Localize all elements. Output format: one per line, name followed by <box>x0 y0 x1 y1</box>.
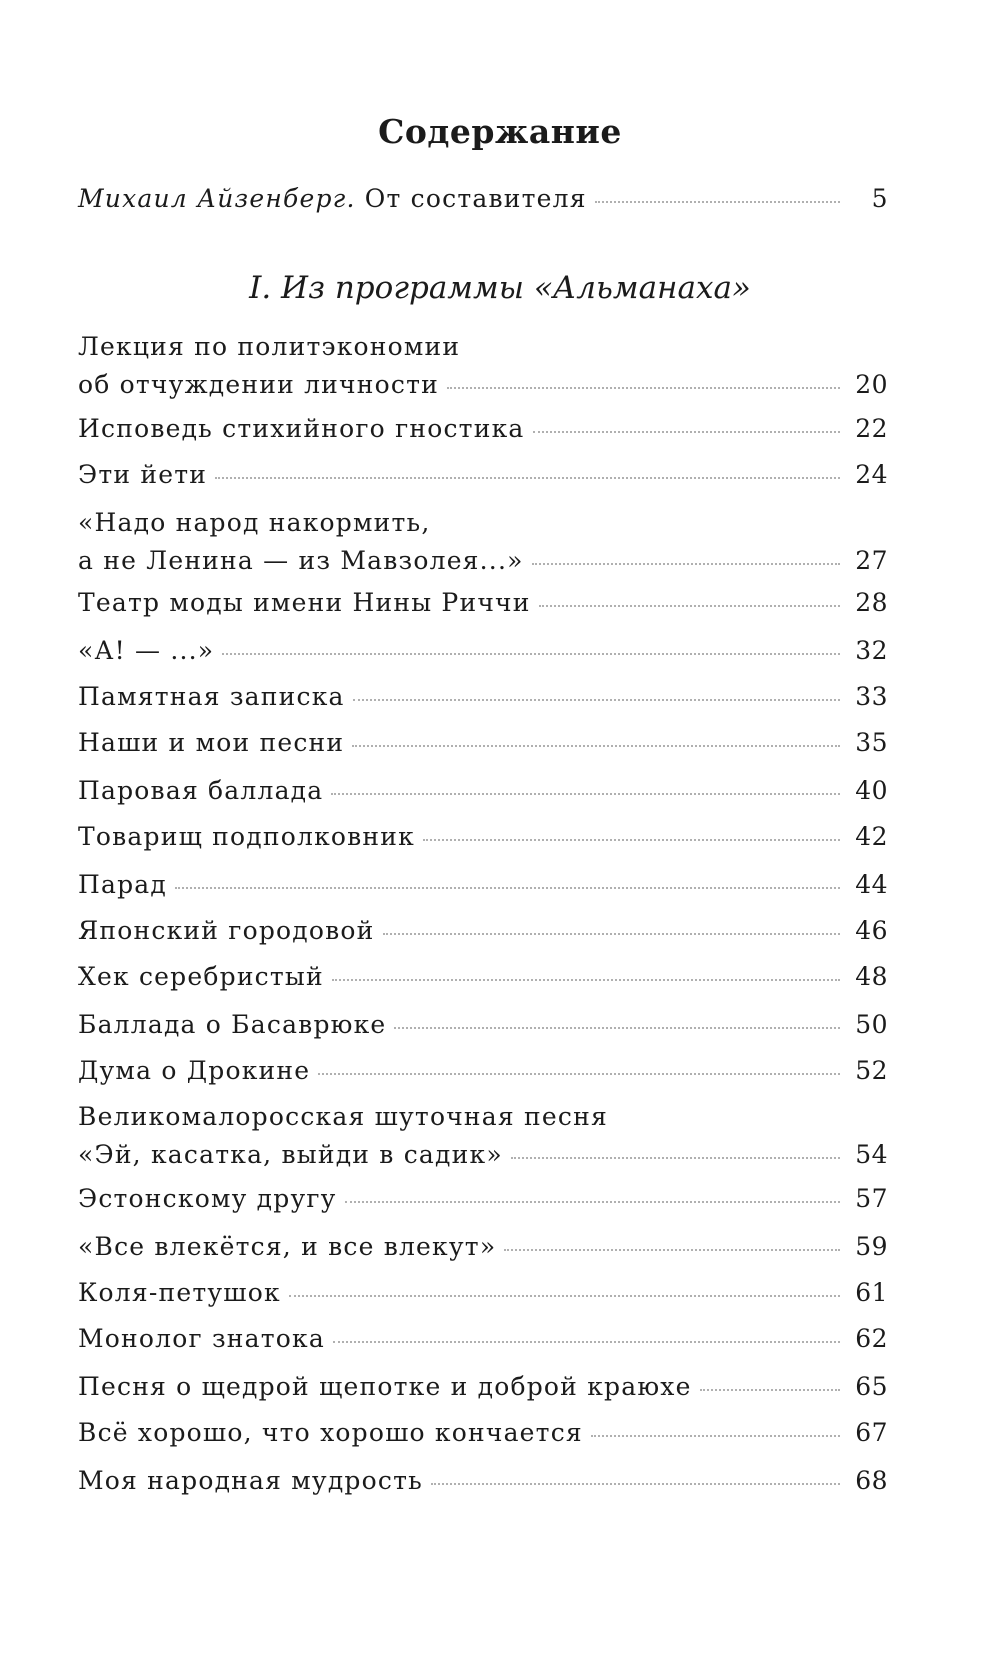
dot-leader <box>511 1156 840 1159</box>
page-number: 65 <box>855 1372 888 1401</box>
toc-entry[interactable] <box>78 866 888 904</box>
entry-title-line: Моя народная мудрость <box>78 1466 423 1495</box>
dot-leader <box>215 476 840 479</box>
intro-title: От составителя <box>364 184 587 213</box>
toc-entry[interactable] <box>78 1228 888 1266</box>
page-number: 67 <box>855 1418 888 1447</box>
dot-leader <box>333 1340 840 1343</box>
dot-leader <box>222 652 840 655</box>
toc-entry[interactable] <box>78 504 888 580</box>
page-number: 54 <box>855 1140 888 1169</box>
page-number: 57 <box>855 1184 888 1213</box>
page-number: 68 <box>855 1466 888 1495</box>
page-number: 28 <box>855 588 888 617</box>
toc-entry[interactable] <box>78 958 888 996</box>
entry-title-line: а не Ленина — из Мавзолея...» <box>78 546 524 575</box>
dot-leader <box>394 1026 840 1029</box>
page-number: 42 <box>855 822 888 851</box>
toc-entry[interactable] <box>78 1006 888 1044</box>
dot-leader <box>175 886 840 889</box>
dot-leader <box>332 978 840 981</box>
toc-entry[interactable] <box>78 1368 888 1406</box>
entry-title-line: Парад <box>78 870 168 899</box>
dot-leader <box>533 430 840 433</box>
entry-title-line: «Надо народ накормить, <box>78 508 431 537</box>
page-number: 5 <box>871 184 888 213</box>
toc-entry[interactable] <box>78 584 888 622</box>
entry-title-line: Коля-петушок <box>78 1278 281 1307</box>
entry-title-line: Великомалоросская шуточная песня <box>78 1102 608 1131</box>
entry-title-line: Всё хорошо, что хорошо кончается <box>78 1418 583 1447</box>
dot-leader <box>383 932 840 935</box>
toc-entry[interactable] <box>78 410 888 448</box>
dot-leader <box>431 1482 840 1485</box>
dot-leader <box>504 1248 840 1251</box>
toc-entry[interactable] <box>78 912 888 950</box>
toc-entry[interactable] <box>78 1180 888 1218</box>
toc-entry[interactable] <box>78 678 888 716</box>
toc-entry[interactable] <box>78 456 888 494</box>
page-number: 35 <box>855 728 888 757</box>
toc-entry[interactable] <box>78 1320 888 1358</box>
dot-leader <box>423 838 840 841</box>
page-number: 59 <box>855 1232 888 1261</box>
dot-leader <box>532 562 840 565</box>
toc-entry[interactable] <box>78 818 888 856</box>
entry-title-line: Товарищ подполковник <box>78 822 415 851</box>
dot-leader <box>591 1434 840 1437</box>
dot-leader <box>331 792 840 795</box>
entry-title-line: Эстонскому другу <box>78 1184 337 1213</box>
toc-entry[interactable] <box>78 724 888 762</box>
toc-entry[interactable] <box>78 632 888 670</box>
intro-author: Михаил Айзенберг. <box>78 184 356 213</box>
entry-title-line: Лекция по политэкономии <box>78 332 461 361</box>
entry-title-line: Эти йети <box>78 460 208 489</box>
page-number: 33 <box>855 682 888 711</box>
dot-leader <box>318 1072 840 1075</box>
entry-title-line: Наши и мои песни <box>78 728 345 757</box>
dot-leader <box>700 1388 840 1391</box>
dot-leader <box>345 1200 840 1203</box>
page-number: 27 <box>855 546 888 575</box>
toc-entry[interactable] <box>78 1462 888 1500</box>
page-number: 24 <box>855 460 888 489</box>
dot-leader <box>539 604 840 607</box>
entry-title-line: Дума о Дрокине <box>78 1056 311 1085</box>
page-number: 44 <box>855 870 888 899</box>
dot-leader <box>289 1294 840 1297</box>
section-heading: I. Из программы «Альманаха» <box>249 270 751 306</box>
page-number: 40 <box>855 776 888 805</box>
page-number: 46 <box>855 916 888 945</box>
toc-entry-intro[interactable] <box>78 180 888 218</box>
entry-title-line: Исповедь стихийного гностика <box>78 414 525 443</box>
entry-title-line: «Все влекётся, и все влекут» <box>78 1232 497 1261</box>
dot-leader <box>352 744 840 747</box>
page-number: 50 <box>855 1010 888 1039</box>
dot-leader <box>447 386 840 389</box>
entry-title-line: об отчуждении личности <box>78 370 439 399</box>
dot-leader <box>595 200 840 203</box>
toc-entry[interactable] <box>78 328 888 404</box>
entry-title-line: Паровая баллада <box>78 776 324 805</box>
toc-entry[interactable] <box>78 772 888 810</box>
page-number: 32 <box>855 636 888 665</box>
toc-entry[interactable] <box>78 1414 888 1452</box>
toc-entry[interactable] <box>78 1052 888 1090</box>
page-number: 20 <box>855 370 888 399</box>
page-number: 48 <box>855 962 888 991</box>
page-number: 22 <box>855 414 888 443</box>
entry-title-line: «А! — ...» <box>78 636 215 665</box>
entry-title-line: Памятная записка <box>78 682 345 711</box>
toc-entry[interactable] <box>78 1098 888 1174</box>
dot-leader <box>353 698 840 701</box>
entry-title-line: Баллада о Басаврюке <box>78 1010 387 1039</box>
entry-title-line: Песня о щедрой щепотке и доброй краюхе <box>78 1372 692 1401</box>
entry-title-line: Хек серебристый <box>78 962 324 991</box>
toc-entry[interactable] <box>78 1274 888 1312</box>
entry-title-line: «Эй, касатка, выйди в садик» <box>78 1140 503 1169</box>
page-title: Содержание <box>378 112 622 151</box>
entry-title-line: Театр моды имени Нины Риччи <box>78 588 531 617</box>
entry-title-line: Японский городовой <box>78 916 375 945</box>
entry-title-line: Монолог знатока <box>78 1324 325 1353</box>
page-number: 52 <box>855 1056 888 1085</box>
page-number: 62 <box>855 1324 888 1353</box>
page-number: 61 <box>855 1278 888 1307</box>
